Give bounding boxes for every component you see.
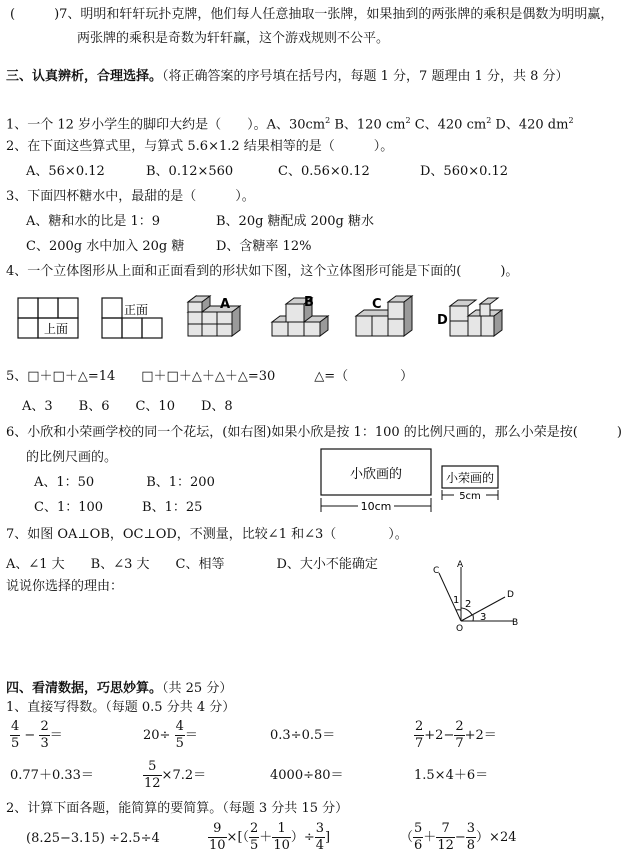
s3-q1-text: 1、一个 12 岁小学生的脚印大约是（ ）。A、30cm (6, 117, 326, 133)
q6-xiaoxin-length: 10cm (360, 500, 392, 513)
q7-label-d: D (507, 590, 514, 600)
q7-label-c: C (433, 566, 440, 576)
q6-xiaorong-label: 小荣画的 (445, 471, 495, 485)
s3-q1-sup-c: 2 (486, 116, 492, 125)
s3-q1-sup-b: 2 (405, 116, 411, 125)
r3b-d4: 4 (315, 838, 325, 853)
calc-r1-c: 0.3÷0.5＝ (270, 728, 336, 743)
r3b-plus: ＋ (259, 830, 273, 845)
q4-top-label: 上面 (44, 322, 69, 336)
r1b-d: 5 (175, 736, 184, 751)
r3b-d: 10 (209, 838, 226, 853)
s3-q7-reason: 说说你选择的理由： (6, 579, 124, 594)
calc-r2-a: 0.77＋0.33＝ (10, 768, 94, 783)
r1d-n2: 2 (455, 719, 464, 734)
r1a-n2: 2 (40, 719, 49, 734)
section4-title: 四、看清数据，巧思妙算。 (6, 681, 163, 696)
q4-figures (0, 288, 640, 348)
section3-note: （将正确答案的序号填在括号内，每题 1 分，7 题理由 1 分，共 8 分） (162, 69, 569, 84)
s3-q1-d: D、420 dm (491, 117, 569, 133)
r3b-d2: 5 (250, 838, 259, 853)
s3-q2-opt-c: C、0.56×0.12 (278, 164, 370, 179)
s4-part1: 1、直接写得数。（每题 0.5 分共 4 分） (6, 700, 236, 715)
s3-q3: 3、下面四杯糖水中，最甜的是（ ）。 (6, 189, 255, 204)
calc-r2-b (143, 758, 206, 794)
r1b-eq: ＝ (184, 728, 198, 743)
section3-heading (6, 68, 569, 86)
r2b-n: 5 (143, 759, 162, 776)
judge-q7-line2: 两张牌的乘积是奇数为轩轩赢，这个游戏规则不公平。 (77, 31, 390, 46)
s3-q2-opt-b: B、0.12×560 (146, 164, 234, 179)
s3-q4: 4、一个立体图形从上面和正面看到的形状如下图，这个立体图形可能是下面的( )。 (6, 264, 519, 279)
s3-q7-opts: A、∠1 大 B、∠3 大 C、相等 D、大小不能确定 (6, 557, 378, 572)
r3c-open: （ (400, 830, 414, 845)
r3c-end: ）×24 (476, 830, 517, 845)
s3-q2-opt-a: A、56×0.12 (26, 164, 105, 179)
calc-r3-a: (8.25−3.15) ÷2.5÷4 (26, 831, 160, 846)
r3c-plus: ＋ (423, 830, 437, 845)
r3b-n: 9 (208, 821, 227, 838)
section4-note: （共 25 分） (162, 681, 233, 696)
s3-q3-opt-c: C、200g 水中加入 20g 糖 (26, 239, 185, 254)
s3-q3-opt-d: D、含糖率 12% (216, 239, 312, 254)
q4-figure-c (356, 296, 412, 336)
q7-angle-1: 1 (453, 595, 460, 606)
q7-label-a: A (457, 560, 464, 570)
calc-r2-d: 1.5×4＋6＝ (414, 768, 489, 783)
q4-front-label: 正面 (124, 303, 149, 317)
s3-q1-c: C、420 cm (410, 117, 487, 133)
r2b-d: 12 (144, 776, 161, 791)
r1b-n: 4 (175, 719, 184, 734)
r3c-n3: 3 (466, 821, 476, 836)
r3b-d3: 10 (273, 838, 290, 853)
q7-label-b: B (512, 618, 519, 628)
r3b-n2: 2 (250, 821, 259, 836)
s3-q5: 5、□＋□＋△=14 □＋□＋△＋△＋△=30 △=（ ） (6, 369, 414, 384)
r1a-d2: 3 (40, 736, 49, 751)
s3-q6-opts-cd: C、1：100 B、1：25 (34, 500, 203, 515)
judge-q7-line1: ( )7、明明和轩轩玩扑克牌，他们每人任意抽取一张牌，如果抽到的两张牌的乘积是偶数为明明赢， (10, 7, 614, 22)
r3c-n2: 7 (436, 821, 455, 838)
r1d-mid: +2− (424, 728, 455, 743)
s3-q2: 2、在下面这些算式里，与算式 5.6×1.2 结果相等的是（ ）。 (6, 139, 394, 154)
calc-r2-c: 4000÷80＝ (270, 768, 344, 783)
q4-letter-b: B (304, 295, 314, 310)
q4-letter-c: C (372, 297, 382, 312)
s3-q6-line1: 6、小欣和小荣画学校的同一个花坛，(如右图)如果小欣是按 1：100 的比例尺画的，那么小荣是按( ) (6, 425, 622, 440)
s3-q6-opts-ab: A、1：50 B、1：200 (34, 475, 215, 490)
s3-q1-sup-a: 2 (325, 116, 331, 125)
s3-q1 (6, 112, 574, 134)
s3-q1-b: B、120 cm (330, 117, 406, 133)
section4-heading (6, 680, 232, 698)
r2b-end: ×7.2＝ (161, 768, 207, 783)
r3c-d1: 6 (414, 838, 423, 853)
r1a-n1: 4 (11, 719, 20, 734)
q6-xiaorong-length: 5cm (459, 491, 481, 502)
r1d-n1: 2 (415, 719, 424, 734)
r1a-minus: − (24, 728, 36, 743)
q4-figure-b (272, 298, 328, 336)
s4-part2: 2、计算下面各题，能简算的要简算。（每题 3 分共 15 分） (6, 801, 349, 816)
r1d-end: +2＝ (464, 728, 497, 743)
r1a-d1: 5 (11, 736, 20, 751)
section3-title: 三、认真辨析，合理选择。 (6, 69, 163, 84)
r3c-n1: 5 (414, 821, 423, 836)
r3b-div: ）÷ (290, 830, 315, 845)
q4-letter-a: A (220, 297, 231, 312)
calc-r1-d (414, 718, 497, 754)
q6-xiaoxin-label: 小欣画的 (349, 467, 403, 482)
s3-q6-line2: 的比例尺画的。 (26, 450, 118, 465)
r3b-n3: 1 (272, 821, 291, 838)
r1d-d2: 7 (455, 736, 464, 751)
q7-angle-2: 2 (465, 599, 472, 610)
r3c-minus: − (454, 830, 466, 845)
q4-figure-a (188, 296, 240, 336)
r1a-eq: ＝ (49, 728, 63, 743)
calc-r3-c (400, 820, 516, 856)
calc-r1-b (143, 718, 198, 754)
r1d-d1: 7 (415, 736, 424, 751)
s3-q1-sup-d: 2 (568, 116, 574, 125)
s3-q3-opt-a: A、糖和水的比是 1：9 (26, 214, 161, 229)
r3c-d3: 8 (466, 838, 476, 853)
q7-angle-3: 3 (480, 612, 487, 623)
q6-scale-figure (318, 446, 508, 518)
calc-r3-b (208, 820, 330, 856)
r3c-d2: 12 (437, 838, 454, 853)
r1b-pre: 20÷ (143, 728, 171, 743)
r3b-mid: ×[（ (226, 830, 250, 845)
s3-q3-opt-b: B、20g 糖配成 200g 糖水 (216, 214, 374, 229)
q7-angle-figure (425, 557, 525, 633)
calc-r1-a (10, 718, 63, 754)
q7-label-o: O (456, 624, 464, 633)
s3-q2-opt-d: D、560×0.12 (420, 164, 509, 179)
s3-q5-opts: A、3 B、6 C、10 D、8 (22, 399, 233, 414)
r3b-n4: 3 (315, 821, 325, 836)
q4-figure-d (450, 298, 502, 336)
q4-letter-d: D (437, 313, 448, 328)
r3b-end: ] (325, 830, 331, 845)
s3-q7: 7、如图 OA⊥OB，OC⊥OD，不测量，比较∠1 和∠3（ ）。 (6, 527, 408, 542)
